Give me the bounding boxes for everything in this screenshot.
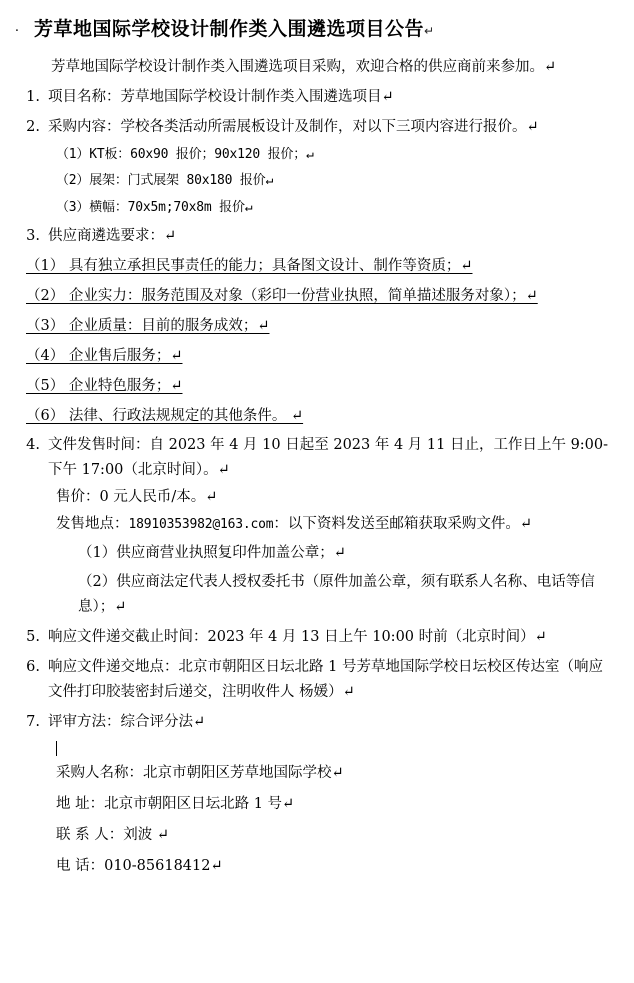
phone-line (56, 854, 616, 879)
title-bullet: · (14, 24, 20, 39)
list-item-number: 5. (26, 629, 40, 646)
list-item-number: 7. (26, 713, 40, 730)
buyer-name-line (56, 761, 616, 786)
address-line (56, 792, 616, 817)
price-line: 售价：0 元人民币/本。↵ (56, 489, 218, 506)
sale-place-line (22, 512, 616, 537)
purchase-sub-item: （1）KT板：60x90 报价；90x120 报价；↵ (56, 146, 314, 162)
list-item-number: 6. (26, 658, 40, 675)
list-item (22, 710, 616, 735)
buyer-name-label: 采购人名称： (56, 764, 143, 781)
supplier-requirement: （2） 企业实力：服务范围及对象（彩印一份营业执照，简单描述服务对象）；↵ (26, 287, 538, 304)
supplier-requirement: （1） 具有独立承担民事责任的能力；具备图文设计、制作等资质；↵ (26, 257, 473, 274)
list-item (22, 115, 616, 140)
supplier-requirement: （6） 法律、行政法规规定的其他条件。 ↵ (26, 407, 304, 424)
list-item (22, 85, 616, 110)
list-item-text: 评审方法：综合评分法↵ (48, 713, 206, 730)
list-item-number: 4. (26, 437, 40, 454)
contact-person-label: 联 系 人： (56, 826, 124, 843)
page-title: 芳草地国际学校设计制作类入围遴选项目公告 (34, 18, 425, 40)
material-item: （1）供应商营业执照复印件加盖公章；↵ (78, 545, 346, 562)
list-item-text: 响应文件递交截止时间：2023 年 4 月 13 日上午 10:00 时前（北京时间）↵ (48, 629, 547, 646)
phone-value: 010-85618412↵ (104, 857, 223, 874)
supplier-requirement: （5） 企业特色服务；↵ (26, 377, 183, 394)
list-item-text: 采购内容：学校各类活动所需展板设计及制作，对以下三项内容进行报价。↵ (48, 118, 539, 135)
purchase-sub-item: （3）横幅：70x5m;70x8m 报价↵ (56, 199, 253, 215)
address-value: 北京市朝阳区日坛北路 1 号↵ (104, 795, 295, 812)
list-item-text: 供应商遴选要求：↵ (48, 227, 177, 244)
list-item-text: 项目名称：芳草地国际学校设计制作类入围遴选项目↵ (48, 88, 394, 105)
list-item (22, 625, 616, 650)
buyer-name-value: 北京市朝阳区芳草地国际学校↵ (143, 764, 344, 781)
sale-place-tail: ：以下资料发送至邮箱获取采购文件。↵ (273, 516, 533, 533)
title-row (0, 0, 634, 41)
contact-person-value: 刘波 ↵ (123, 826, 169, 843)
list-item-text: 响应文件递交地点：北京市朝阳区日坛北路 1 号芳草地国际学校日坛校区传达室（响应文件打印胶装密封后递交，注明收件人 杨媛）↵ (48, 658, 603, 700)
list-item (22, 224, 616, 249)
sale-place-email: 18910353982@163.com (128, 517, 274, 533)
sale-place-label: 发售地点： (56, 516, 129, 533)
list-item (22, 433, 616, 483)
supplier-requirement: （3） 企业质量：目前的服务成效；↵ (26, 317, 270, 334)
document-body (0, 55, 634, 879)
list-item-text: 文件发售时间：自 2023 年 4 月 10 日起至 2023 年 4 月 11 日止，工作日上午 9:00-下午 17:00（北京时间）。↵ (48, 437, 609, 479)
material-item: （2）供应商法定代表人授权委托书（原件加盖公章，须有联系人名称、电话等信息）；↵ (78, 574, 595, 616)
text-cursor (22, 737, 616, 755)
list-item-number: 2. (26, 118, 40, 135)
purchase-sub-item: （2）展架：门式展架 80x180 报价↵ (56, 173, 274, 189)
contact-block (22, 761, 616, 879)
list-item-number: 1. (26, 88, 40, 105)
contact-person-line (56, 823, 616, 848)
address-label: 地 址： (56, 795, 105, 812)
pilcrow-mark: ↵ (424, 24, 435, 38)
list-item (22, 655, 616, 705)
supplier-requirement: （4） 企业售后服务；↵ (26, 347, 183, 364)
intro-paragraph: 芳草地国际学校设计制作类入围遴选项目采购，欢迎合格的供应商前来参加。↵ (51, 59, 557, 75)
list-item-number: 3. (26, 227, 40, 244)
phone-label: 电 话： (56, 857, 105, 874)
